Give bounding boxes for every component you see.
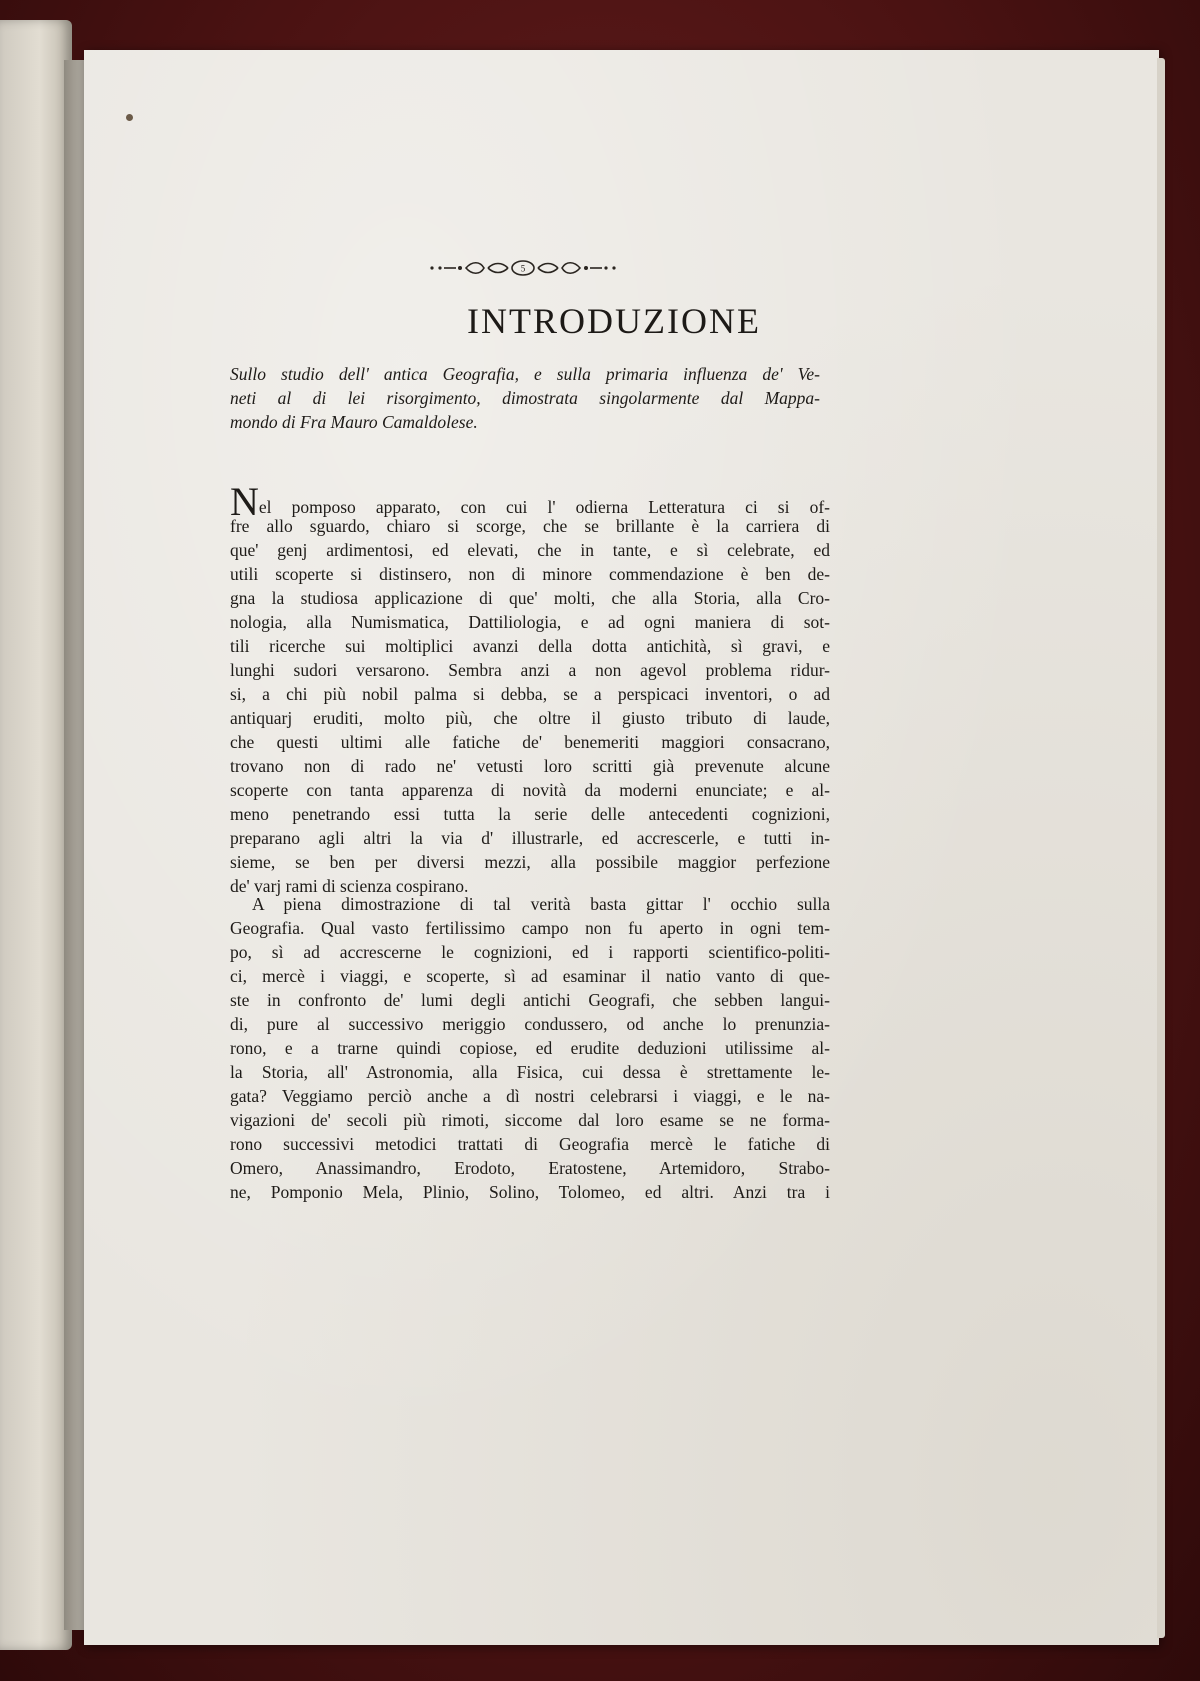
text-line: nologia, alla Numismatica, Dattiliologia, e ad ogni maniera di sot- bbox=[230, 612, 830, 632]
page-number: 5 bbox=[520, 263, 526, 274]
head-ornament-icon bbox=[428, 258, 618, 278]
text-line: ste in confronto de' lumi degli antichi Geografi, che sebben langui- bbox=[230, 990, 830, 1010]
text-line: preparano agli altri la via d' illustrarle, ed accrescerle, e tutti in- bbox=[230, 828, 830, 848]
paragraph-2 bbox=[230, 892, 830, 1204]
subtitle bbox=[230, 362, 820, 434]
text-line: rono successivi metodici trattati di Geografia mercè le fatiche di bbox=[230, 1134, 830, 1154]
page-edge bbox=[1157, 58, 1165, 1638]
text-line: di, pure al successivo meriggio condussero, od anche lo prenunzia- bbox=[230, 1014, 830, 1034]
drop-cap: N bbox=[230, 479, 259, 524]
page-title: INTRODUZIONE bbox=[467, 301, 761, 341]
text-line: fre allo sguardo, chiaro si scorge, che se brillante è la carriera di bbox=[230, 516, 830, 536]
text-line: Omero, Anassimandro, Erodoto, Eratostene, Artemidoro, Strabo- bbox=[230, 1158, 830, 1178]
text-line: ne, Pomponio Mela, Plinio, Solino, Tolomeo, ed altri. Anzi tra i bbox=[230, 1182, 830, 1202]
subtitle-line: mondo di Fra Mauro Camaldolese. bbox=[230, 412, 478, 432]
facing-page bbox=[0, 20, 72, 1650]
text-line: de' varj rami di scienza cospirano. bbox=[230, 876, 469, 896]
text-line bbox=[230, 479, 830, 524]
text-line: ci, mercè i viaggi, e scoperte, sì ad esaminar il natio vanto di que- bbox=[230, 966, 830, 986]
text-line: la Storia, all' Astronomia, alla Fisica, cui dessa è strettamente le- bbox=[230, 1062, 830, 1082]
text-line: A piena dimostrazione di tal verità basta gittar l' occhio sulla bbox=[252, 894, 830, 914]
text-line: rono, e a trarne quindi copiose, ed erudite deduzioni utilissime al- bbox=[230, 1038, 830, 1058]
text-line-content: el pomposo apparato, con cui l' odierna Letteratura ci si of- bbox=[258, 497, 830, 517]
text-line: lunghi sudori versarono. Sembra anzi a non agevol problema ridur- bbox=[230, 660, 830, 680]
subtitle-line: neti al di lei risorgimento, dimostrata singolarmente dal Mappa- bbox=[230, 388, 820, 408]
paper-blemish bbox=[126, 114, 133, 121]
text-line: sieme, se ben per diversi mezzi, alla possibile maggior perfezione bbox=[230, 852, 830, 872]
text-line: si, a chi più nobil palma si debba, se a perspicaci inventori, o ad bbox=[230, 684, 830, 704]
text-line: antiquarj eruditi, molto più, che oltre il giusto tributo di laude, bbox=[230, 708, 830, 728]
text-line: che questi ultimi alle fatiche de' benemeriti maggiori consacrano, bbox=[230, 732, 830, 752]
text-line: gata? Veggiamo perciò anche a dì nostri celebrarsi i viaggi, e le na- bbox=[230, 1086, 830, 1106]
text-line: po, sì ad accrescerne le cognizioni, ed i rapporti scientifico-politi- bbox=[230, 942, 830, 962]
text-line: gna la studiosa applicazione di que' molti, che alla Storia, alla Cro- bbox=[230, 588, 830, 608]
book-gutter bbox=[64, 60, 86, 1630]
paragraph-1 bbox=[230, 479, 830, 898]
text-line: Geografia. Qual vasto fertilissimo campo non fu aperto in ogni tem- bbox=[230, 918, 830, 938]
text-line: vigazioni de' secoli più rimoti, siccome dal loro esame se ne forma- bbox=[230, 1110, 830, 1130]
text-line: utili scoperte si distinsero, non di minore commendazione è ben de- bbox=[230, 564, 830, 584]
text-line: que' genj ardimentosi, ed elevati, che in tante, e sì celebrate, ed bbox=[230, 540, 830, 560]
text-line: scoperte con tanta apparenza di novità da moderni enunciate; e al- bbox=[230, 780, 830, 800]
text-line: trovano non di rado ne' vetusti loro scritti già prevenute alcune bbox=[230, 756, 830, 776]
subtitle-line: Sullo studio dell' antica Geografia, e sulla primaria influenza de' Ve- bbox=[230, 364, 820, 384]
text-line: meno penetrando essi tutta la serie delle antecedenti cognizioni, bbox=[230, 804, 830, 824]
text-line: tili ricerche sui moltiplici avanzi della dotta antichità, sì gravi, e bbox=[230, 636, 830, 656]
